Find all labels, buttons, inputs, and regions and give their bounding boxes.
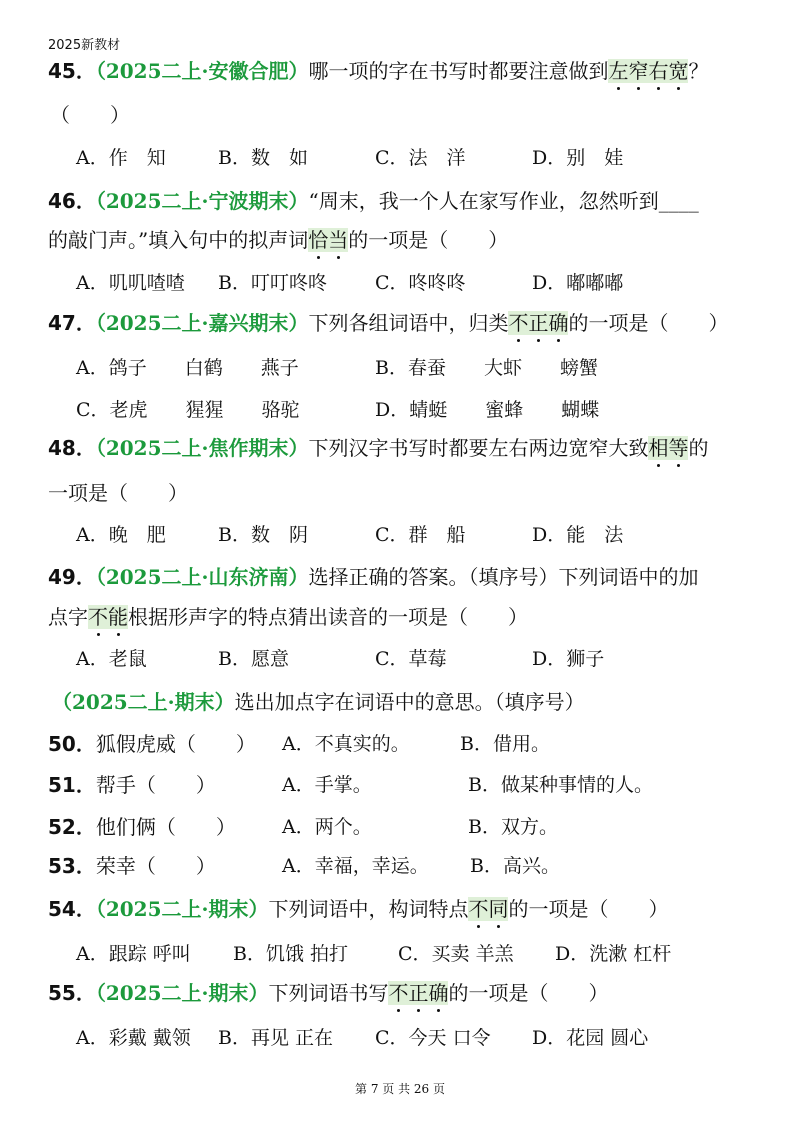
emphasis-highlight: 相等 (648, 436, 689, 460)
question-53: 53．荣幸（ ） (48, 854, 216, 878)
option-a: A．手掌。 (282, 774, 372, 796)
question-number: 45． (48, 59, 96, 83)
group-heading (52, 688, 585, 716)
question-source: （2025二上·宁波期末） (95, 189, 309, 213)
page-footer: 第 7 页 共 26 页 (355, 1082, 445, 1096)
question-46 (48, 187, 699, 215)
option-a: A．彩戴 戴领 (76, 1027, 191, 1049)
option-a: A．幸福，幸运。 (282, 855, 429, 877)
question-text: 哪一项的字在书写时都要注意做到 (308, 59, 609, 83)
option-a: A．鸽子 白鹤 燕子 (76, 357, 299, 379)
question-number: 54． (48, 897, 96, 921)
option-b: B．春蚕 大虾 螃蟹 (375, 357, 598, 379)
option-c: C．群 船 (375, 524, 466, 546)
option-a: A．两个。 (282, 816, 372, 838)
option-d: D．蜻蜓 蜜蜂 蝴蝶 (375, 399, 600, 421)
question-number: 55． (48, 981, 96, 1005)
option-d: D．别 娃 (532, 147, 624, 169)
question-text: 选出加点字在词语中的意思。（填序号） (234, 690, 585, 714)
emphasis-highlight: 不能 (88, 605, 128, 629)
emphasis-highlight: 左窄右宽 (608, 59, 689, 83)
option-a: A．跟踪 呼叫 (76, 943, 191, 965)
question-54: 54．（2025二上·期末）下列词语中，构词特点不同的一项是（ ） (48, 897, 669, 921)
option-c: C．老虎 猩猩 骆驼 (76, 399, 300, 421)
question-46-line2: 的敲门声。”填入句中的拟声词恰当的一项是（ ） (48, 228, 509, 252)
question-51: 51．帮手（ ） (48, 773, 216, 797)
question-text: 下列词语书写 (268, 981, 389, 1005)
option-c: C．咚咚咚 (375, 272, 466, 294)
option-d: D．嘟嘟嘟 (532, 272, 624, 294)
question-48: 48．（2025二上·焦作期末）下列汉字书写时都要左右两边宽窄大致相等的 (48, 436, 709, 460)
option-b: B．愿意 (218, 648, 289, 670)
option-d: D．洗漱 杠杆 (555, 943, 672, 965)
option-b: B．借用。 (460, 733, 550, 755)
question-number: 47． (48, 311, 96, 335)
option-b: B．高兴。 (470, 855, 560, 877)
option-a: A．作 知 (76, 147, 166, 169)
option-a: A．老鼠 (76, 648, 147, 670)
question-source: （2025二上·安徽合肥） (95, 59, 309, 83)
question-55: 55．（2025二上·期末）下列词语书写不正确的一项是（ ） (48, 981, 609, 1005)
option-b: B．数 阴 (218, 524, 308, 546)
option-b: B．饥饿 拍打 (233, 943, 349, 965)
question-text: 选择正确的答案。（填序号）下列词语中的加 (308, 565, 699, 589)
question-text: 下列词语中，构词特点 (268, 897, 469, 921)
question-source: （2025二上·期末） (95, 897, 269, 921)
question-text: “周末，我一个人在家写作业，忽然听到____ (308, 189, 699, 213)
option-c: C．买卖 羊羔 (398, 943, 514, 965)
option-b: B．数 如 (218, 147, 308, 169)
question-49-line2: 点字不能根据形声字的特点猜出读音的一项是（ ） (48, 605, 528, 629)
option-c: C．法 洋 (375, 147, 466, 169)
question-number: 46． (48, 189, 96, 213)
question-text: 下列各组词语中，归类 (308, 311, 509, 335)
question-number: 49． (48, 565, 96, 589)
question-50: 50．狐假虎威（ ） (48, 732, 256, 756)
question-48-line2: 一项是（ ） (48, 481, 188, 505)
option-a: A．叽叽喳喳 (76, 272, 185, 294)
question-source: （2025二上·山东济南） (95, 565, 309, 589)
question-47: 47．（2025二上·嘉兴期末）下列各组词语中，归类不正确的一项是（ ） (48, 311, 729, 335)
option-b: B．双方。 (468, 816, 558, 838)
answer-blank: （ ） (50, 103, 130, 127)
question-source: （2025二上·嘉兴期末） (95, 311, 309, 335)
emphasis-highlight: 恰当 (308, 228, 349, 252)
option-a: A．不真实的。 (282, 733, 410, 755)
question-49 (48, 563, 698, 591)
question-source: （2025二上·期末） (95, 981, 269, 1005)
option-d: D．能 法 (532, 524, 624, 546)
question-source: （2025二上·焦作期末） (95, 436, 309, 460)
option-a: A．晚 肥 (76, 524, 166, 546)
option-c: C．今天 口令 (375, 1027, 491, 1049)
question-number: 48． (48, 436, 96, 460)
option-d: D．花园 圆心 (532, 1027, 649, 1049)
option-c: C．草莓 (375, 648, 447, 670)
emphasis-highlight: 不同 (468, 897, 509, 921)
option-b: B．做某种事情的人。 (468, 774, 653, 796)
emphasis-highlight: 不正确 (508, 311, 569, 335)
question-45: 45．（2025二上·安徽合肥）哪一项的字在书写时都要注意做到左窄右宽？ (48, 59, 709, 83)
question-source: （2025二上·期末） (52, 690, 235, 714)
question-text: 下列汉字书写时都要左右两边宽窄大致 (308, 436, 649, 460)
page-header: 2025新教材 (48, 38, 121, 53)
question-52: 52．他们俩（ ） (48, 815, 236, 839)
option-b: B．叮叮咚咚 (218, 272, 327, 294)
option-d: D．狮子 (532, 648, 605, 670)
option-b: B．再见 正在 (218, 1027, 334, 1049)
emphasis-highlight: 不正确 (388, 981, 449, 1005)
